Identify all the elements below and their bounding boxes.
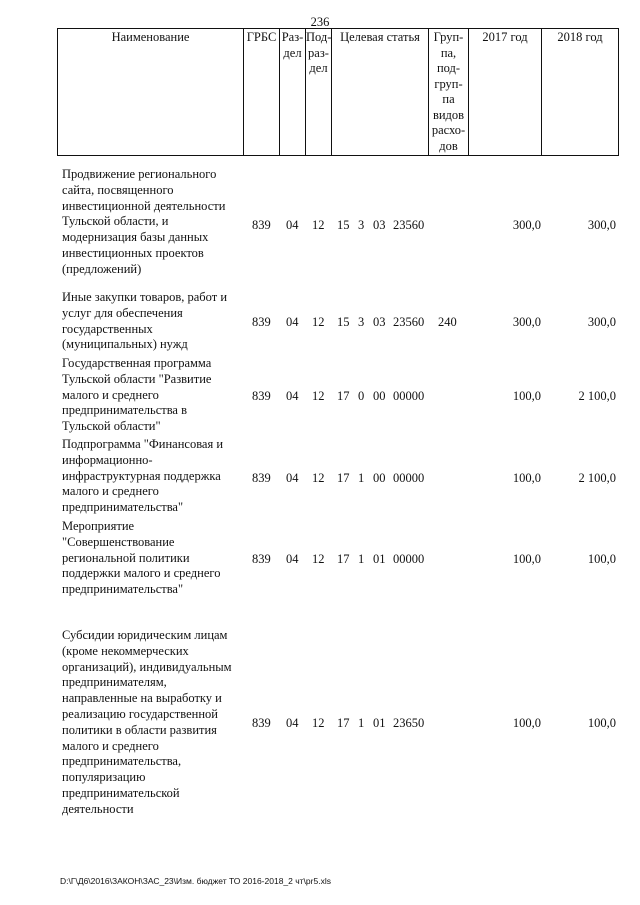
row-target-direction: 00000 — [393, 552, 425, 566]
row-target-event: 00 — [373, 471, 386, 485]
page-number: 236 — [310, 15, 330, 29]
header-name: Наименование — [58, 29, 244, 155]
row-target-subprogram: 1 — [358, 716, 365, 730]
row-2017: 300,0 — [512, 218, 541, 232]
row-grbs: 839 — [252, 218, 271, 232]
header-group: Груп- па, под- груп- па видов расхо- дов — [429, 29, 469, 155]
row-target-subprogram: 3 — [358, 218, 365, 232]
row-grbs: 839 — [252, 315, 271, 329]
row-target-event: 01 — [373, 552, 386, 566]
row-target-direction: 23560 — [393, 218, 425, 232]
row-grbs: 839 — [252, 716, 271, 730]
header-2017: 2017 год — [469, 29, 542, 155]
row-target-subprogram: 3 — [358, 315, 365, 329]
row-target-program: 17 — [337, 471, 350, 485]
row-name: Иные закупки товаров, работ и услуг для обеспечения государственных (муниципальных) нужд — [62, 290, 228, 352]
row-name: Подпрограмма "Финансовая и информационно- инфраструктурная поддержка малого и среднего предпринимательства" — [62, 437, 224, 515]
row-2017: 100,0 — [512, 389, 541, 403]
row-target-subprogram: 0 — [358, 389, 365, 403]
row-grbs: 839 — [252, 552, 271, 566]
header-target: Целевая статья — [332, 29, 429, 155]
row-2018: 300,0 — [587, 315, 616, 329]
row-target-event: 03 — [373, 218, 386, 232]
row-target-program: 15 — [337, 315, 350, 329]
row-2017: 100,0 — [512, 716, 541, 730]
row-target-program: 17 — [337, 552, 350, 566]
row-name: Продвижение регионального сайта, посвященного инвестиционной деятельности Тульской области, и модернизация базы данных инвестиционных проектов (предложений) — [62, 167, 226, 276]
row-name: Государственная программа Тульской области "Развитие малого и среднего предпринимательства в Тульской области" — [62, 356, 212, 434]
row-target-direction: 00000 — [393, 471, 425, 485]
row-target-subprogram: 1 — [358, 552, 365, 566]
row-2018: 100,0 — [587, 716, 616, 730]
row-2018: 300,0 — [587, 218, 616, 232]
row-target-program: 17 — [337, 716, 350, 730]
row-target-direction: 00000 — [393, 389, 425, 403]
row-podrazdel: 12 — [312, 471, 325, 485]
row-2017: 300,0 — [512, 315, 541, 329]
row-target-event: 03 — [373, 315, 386, 329]
row-podrazdel: 12 — [312, 315, 325, 329]
row-2018: 100,0 — [587, 552, 616, 566]
row-name: Мероприятие "Совершенствование региональной политики поддержки малого и среднего предпринимательства" — [62, 519, 221, 597]
header-2018: 2018 год — [557, 30, 603, 44]
row-razdel: 04 — [286, 552, 299, 566]
row-podrazdel: 12 — [312, 552, 325, 566]
row-razdel: 04 — [286, 389, 299, 403]
row-2017: 100,0 — [512, 552, 541, 566]
row-target-event: 01 — [373, 716, 386, 730]
row-target-program: 15 — [337, 218, 350, 232]
row-target-direction: 23650 — [393, 716, 425, 730]
row-target-program: 17 — [337, 389, 350, 403]
row-razdel: 04 — [286, 471, 299, 485]
row-podrazdel: 12 — [312, 716, 325, 730]
row-grbs: 839 — [252, 471, 271, 485]
row-target-event: 00 — [373, 389, 386, 403]
file-path-footer: D:\Г\Д6\2016\ЗАКОН\ЗАС_23\Изм. бюджет ТО 2016-2018_2 чт\pr5.xls — [60, 876, 331, 886]
row-2017: 100,0 — [512, 471, 541, 485]
header-razdel: Раз- дел — [280, 29, 306, 155]
header-podrazdel: Под- раз- дел — [306, 29, 332, 155]
row-target-direction: 23560 — [393, 315, 425, 329]
row-target-subprogram: 1 — [358, 471, 365, 485]
row-2018: 2 100,0 — [578, 471, 616, 485]
row-razdel: 04 — [286, 218, 299, 232]
row-podrazdel: 12 — [312, 389, 325, 403]
header-grbs: ГРБС — [244, 29, 280, 155]
row-group: 240 — [438, 315, 457, 329]
row-2018: 2 100,0 — [578, 389, 616, 403]
row-name: Субсидии юридическим лицам (кроме некоммерческих организаций), индивидуальным предпринимателям, направленные на выработку и реализацию государственной политики в области развития малого и среднего предпринимательства, популяризацию предпринимательской деятельности — [62, 628, 232, 816]
row-razdel: 04 — [286, 315, 299, 329]
row-podrazdel: 12 — [312, 218, 325, 232]
row-grbs: 839 — [252, 389, 271, 403]
row-razdel: 04 — [286, 716, 299, 730]
table-header — [57, 28, 619, 156]
